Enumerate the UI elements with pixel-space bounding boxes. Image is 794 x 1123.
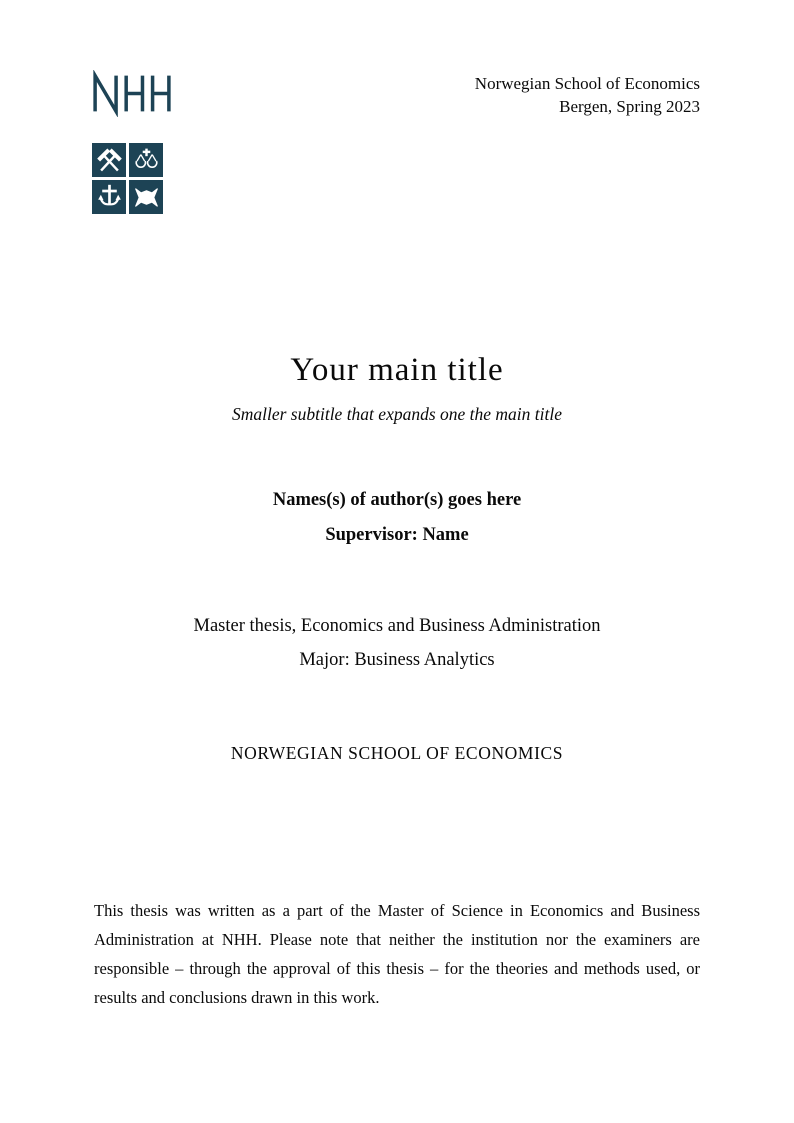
supervisor-line: Supervisor: Name xyxy=(325,525,469,545)
disclaimer-paragraph: This thesis was written as a part of the Master of Science in Economics and Business Administration at NHH. Please note that neither the institution nor the examiners are responsible – through the approval of this thesis – for the theories and methods used, or results and conclusions drawn in this work. xyxy=(94,901,700,1007)
header-institution-block xyxy=(475,72,700,118)
crest-cell xyxy=(129,143,163,177)
authors-line: Names(s) of author(s) goes here xyxy=(272,490,522,510)
nhh-crest xyxy=(92,143,172,214)
header-term: Bergen, Spring 2023 xyxy=(559,97,700,116)
crest-cell xyxy=(92,143,126,177)
nhh-logo xyxy=(92,70,172,214)
authors-block xyxy=(0,490,794,546)
header-institution: Norwegian School of Economics xyxy=(474,74,700,93)
thesis-type-line: Master thesis, Economics and Business Administration xyxy=(193,616,601,636)
subtitle: Smaller subtitle that expands one the main title xyxy=(231,404,563,424)
dried-fish-icon xyxy=(133,184,160,211)
scales-icon xyxy=(133,147,160,174)
crest-cell xyxy=(92,180,126,214)
nhh-wordmark-text xyxy=(92,117,93,118)
crest-cell xyxy=(129,180,163,214)
anchor-icon xyxy=(96,184,123,211)
main-title: Your main title xyxy=(290,352,504,388)
nhh-wordmark-icon xyxy=(92,70,172,117)
title-block xyxy=(0,352,794,425)
school-name-line: NORWEGIAN SCHOOL OF ECONOMICS xyxy=(230,743,564,763)
program-block xyxy=(0,616,794,671)
crossed-hammers-icon xyxy=(96,147,123,174)
major-line: Major: Business Analytics xyxy=(299,650,495,670)
